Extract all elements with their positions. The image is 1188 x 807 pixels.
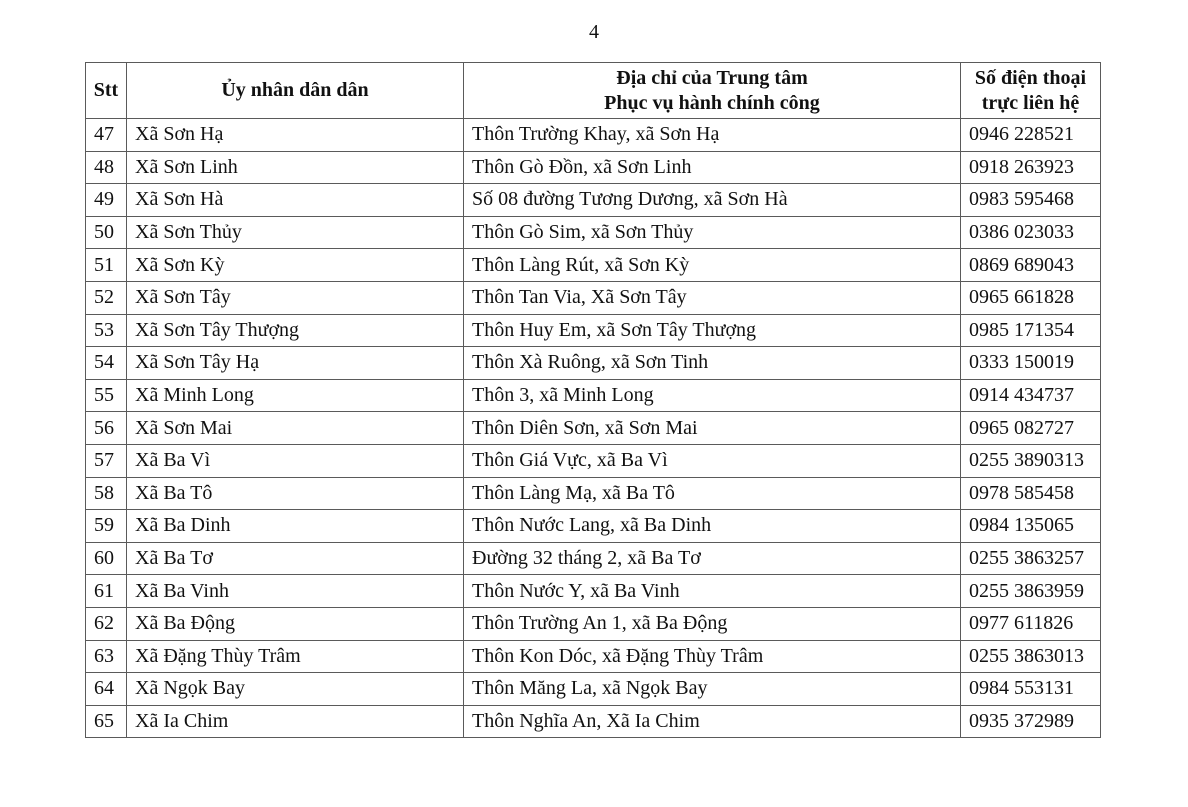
cell-name: Xã Minh Long	[127, 379, 464, 412]
cell-address: Thôn Giá Vực, xã Ba Vì	[464, 444, 961, 477]
table-row	[86, 379, 1101, 412]
table-row	[86, 347, 1101, 380]
cell-address: Thôn Làng Rút, xã Sơn Kỳ	[464, 249, 961, 282]
cell-phone: 0386 023033	[961, 216, 1101, 249]
cell-phone: 0965 082727	[961, 412, 1101, 445]
cell-address: Thôn Huy Em, xã Sơn Tây Thượng	[464, 314, 961, 347]
cell-address: Thôn 3, xã Minh Long	[464, 379, 961, 412]
cell-phone: 0935 372989	[961, 705, 1101, 738]
cell-address: Thôn Nước Lang, xã Ba Dinh	[464, 510, 961, 543]
header-address-line1: Địa chỉ của Trung tâm	[616, 66, 808, 89]
cell-name: Xã Ba Tơ	[127, 542, 464, 575]
cell-stt: 59	[86, 510, 127, 543]
header-phone	[961, 63, 1101, 119]
cell-stt: 54	[86, 347, 127, 380]
cell-phone: 0977 611826	[961, 607, 1101, 640]
cell-phone: 0255 3863013	[961, 640, 1101, 673]
table-row	[86, 510, 1101, 543]
table-row	[86, 444, 1101, 477]
table-row	[86, 673, 1101, 706]
cell-address: Thôn Tan Via, Xã Sơn Tây	[464, 281, 961, 314]
cell-stt: 64	[86, 673, 127, 706]
table-row	[86, 477, 1101, 510]
table-row	[86, 151, 1101, 184]
cell-name: Xã Sơn Thủy	[127, 216, 464, 249]
cell-stt: 53	[86, 314, 127, 347]
cell-address: Thôn Nghĩa An, Xã Ia Chim	[464, 705, 961, 738]
cell-stt: 47	[86, 119, 127, 152]
cell-address: Thôn Nước Y, xã Ba Vinh	[464, 575, 961, 608]
cell-address: Đường 32 tháng 2, xã Ba Tơ	[464, 542, 961, 575]
cell-name: Xã Ba Vinh	[127, 575, 464, 608]
table-row	[86, 216, 1101, 249]
cell-address: Thôn Gò Đồn, xã Sơn Linh	[464, 151, 961, 184]
table-row	[86, 281, 1101, 314]
table-row	[86, 542, 1101, 575]
cell-name: Xã Ba Vì	[127, 444, 464, 477]
header-stt: Stt	[86, 63, 127, 119]
cell-address: Thôn Măng La, xã Ngọk Bay	[464, 673, 961, 706]
cell-name: Xã Sơn Kỳ	[127, 249, 464, 282]
table-row	[86, 119, 1101, 152]
cell-address: Thôn Gò Sim, xã Sơn Thủy	[464, 216, 961, 249]
cell-address: Thôn Diên Sơn, xã Sơn Mai	[464, 412, 961, 445]
header-name: Ủy nhân dân dân	[127, 63, 464, 119]
table-row	[86, 249, 1101, 282]
table-row	[86, 184, 1101, 217]
cell-address: Thôn Xà Ruông, xã Sơn Tinh	[464, 347, 961, 380]
cell-name: Xã Ngọk Bay	[127, 673, 464, 706]
cell-phone: 0946 228521	[961, 119, 1101, 152]
cell-stt: 48	[86, 151, 127, 184]
cell-name: Xã Sơn Hạ	[127, 119, 464, 152]
cell-name: Xã Sơn Tây	[127, 281, 464, 314]
cell-stt: 61	[86, 575, 127, 608]
cell-name: Xã Sơn Linh	[127, 151, 464, 184]
cell-address: Thôn Trường Khay, xã Sơn Hạ	[464, 119, 961, 152]
contact-table	[85, 62, 1101, 738]
page-number: 4	[589, 21, 599, 43]
cell-stt: 56	[86, 412, 127, 445]
header-address	[464, 63, 961, 119]
cell-address: Thôn Làng Mạ, xã Ba Tô	[464, 477, 961, 510]
cell-name: Xã Ba Tô	[127, 477, 464, 510]
cell-address: Số 08 đường Tương Dương, xã Sơn Hà	[464, 184, 961, 217]
cell-name: Xã Sơn Hà	[127, 184, 464, 217]
cell-stt: 60	[86, 542, 127, 575]
table-row	[86, 640, 1101, 673]
cell-name: Xã Ba Dinh	[127, 510, 464, 543]
cell-phone: 0333 150019	[961, 347, 1101, 380]
table-row	[86, 607, 1101, 640]
cell-phone: 0255 3890313	[961, 444, 1101, 477]
cell-stt: 62	[86, 607, 127, 640]
cell-phone: 0255 3863959	[961, 575, 1101, 608]
table-row	[86, 575, 1101, 608]
cell-phone: 0918 263923	[961, 151, 1101, 184]
table-row	[86, 314, 1101, 347]
cell-phone: 0985 171354	[961, 314, 1101, 347]
table-row	[86, 412, 1101, 445]
cell-stt: 57	[86, 444, 127, 477]
cell-stt: 51	[86, 249, 127, 282]
cell-name: Xã Đặng Thùy Trâm	[127, 640, 464, 673]
cell-stt: 63	[86, 640, 127, 673]
cell-phone: 0978 585458	[961, 477, 1101, 510]
cell-address: Thôn Trường An 1, xã Ba Động	[464, 607, 961, 640]
cell-name: Xã Sơn Mai	[127, 412, 464, 445]
cell-address: Thôn Kon Dóc, xã Đặng Thùy Trâm	[464, 640, 961, 673]
table-header-row	[86, 63, 1101, 119]
table-row	[86, 705, 1101, 738]
cell-phone: 0869 689043	[961, 249, 1101, 282]
header-phone-line2: trực liên hệ	[981, 91, 1080, 114]
table-body	[86, 119, 1101, 738]
cell-phone: 0255 3863257	[961, 542, 1101, 575]
cell-stt: 65	[86, 705, 127, 738]
cell-phone: 0965 661828	[961, 281, 1101, 314]
cell-stt: 50	[86, 216, 127, 249]
cell-stt: 55	[86, 379, 127, 412]
cell-name: Xã Ia Chim	[127, 705, 464, 738]
header-address-line2: Phục vụ hành chính công	[604, 91, 820, 114]
cell-stt: 52	[86, 281, 127, 314]
cell-name: Xã Ba Động	[127, 607, 464, 640]
cell-stt: 58	[86, 477, 127, 510]
header-phone-line1: Số điện thoại	[974, 66, 1087, 89]
cell-phone: 0983 595468	[961, 184, 1101, 217]
cell-phone: 0984 135065	[961, 510, 1101, 543]
cell-phone: 0984 553131	[961, 673, 1101, 706]
cell-phone: 0914 434737	[961, 379, 1101, 412]
cell-name: Xã Sơn Tây Thượng	[127, 314, 464, 347]
cell-name: Xã Sơn Tây Hạ	[127, 347, 464, 380]
cell-stt: 49	[86, 184, 127, 217]
